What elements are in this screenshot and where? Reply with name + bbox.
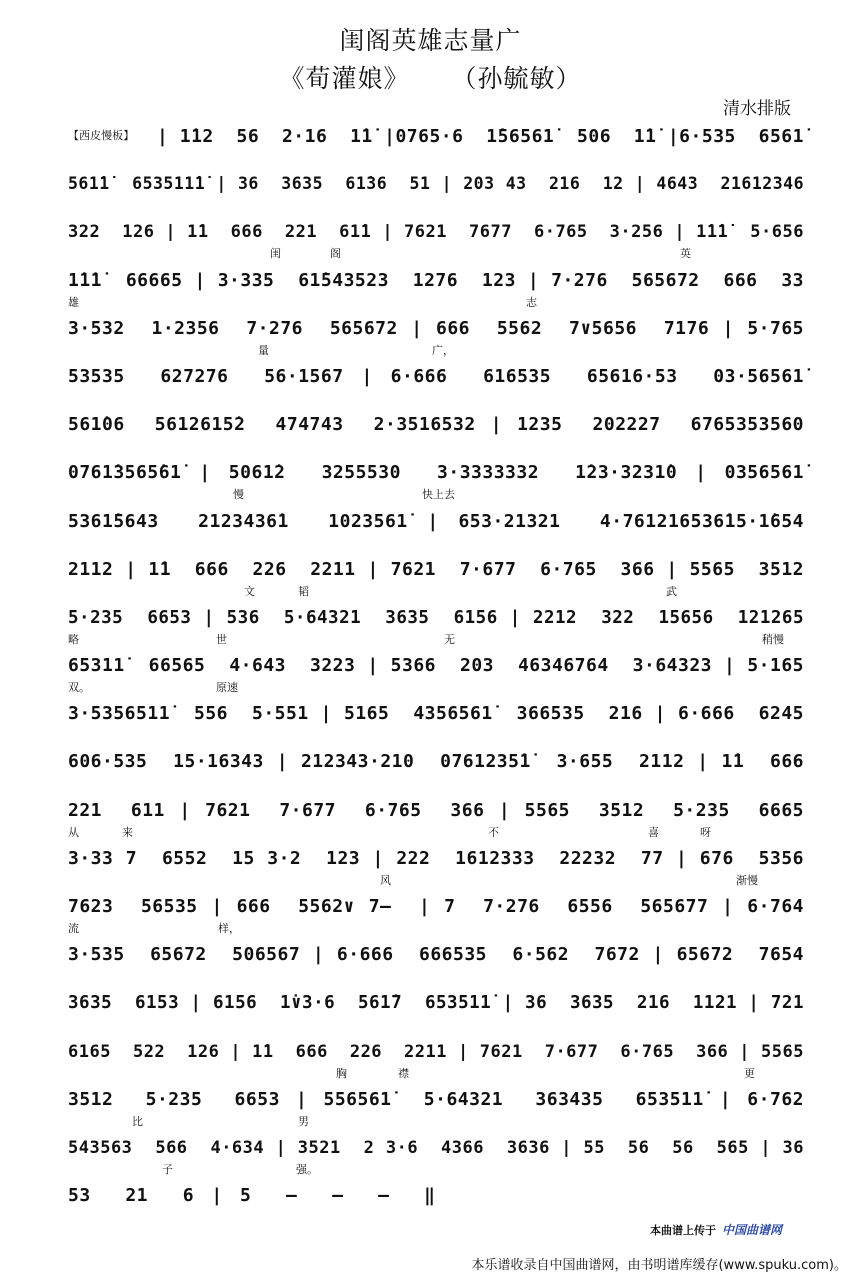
lyric-word: 量 — [258, 343, 269, 357]
score-subtitle — [0, 64, 861, 94]
score-line — [68, 453, 804, 501]
notation-text: 322 126 | 1̇1 666 221 61̇1 | 7621 7677 6·765 3·256 | 1̇1̇1̇ 5·656 — [68, 222, 804, 243]
notation-text: 606·535 15·16343 | 212343·210 0761235̇1̇ 3·655 2112 | 1̇1 666 — [68, 751, 804, 773]
site-logo[interactable]: 中国曲谱网 — [722, 1223, 783, 1237]
notation-text: 1̇1̇1̇ 66665 | 3·335 61̇543523 1276 123 | 7·276 565672 666 33 — [68, 269, 804, 291]
score-line — [68, 935, 804, 983]
score-line — [68, 550, 804, 598]
lyric-word: 双。 — [68, 681, 90, 695]
score-line — [68, 1080, 804, 1128]
lyric-word: 世 — [216, 632, 227, 646]
score-line — [68, 212, 804, 260]
lyric-word: 雄 — [68, 295, 79, 309]
notation-row — [68, 1090, 804, 1110]
notation-row — [68, 415, 804, 435]
notation-text: 3·5356511̇ 556 5·551 | 5165 4356561̇ 366535 216 | 6·666 6245 — [68, 703, 804, 725]
notation-row — [68, 319, 804, 339]
arranger-credit: 清水排版 — [723, 99, 791, 119]
notation-text: 65311̇ 66565 4·643 3223 | 5366 203 46346764 3·64323 | 5·165 — [68, 655, 804, 677]
lyric-word: 文 — [244, 584, 255, 598]
upload-text: 本曲谱上传于 — [650, 1224, 716, 1237]
notation-row — [68, 1186, 435, 1206]
notation-row — [68, 656, 804, 676]
notation-row — [68, 367, 804, 387]
notation-text: 6165 522 126 | 1̇1 666 226 2211 | 7621 7·677 6·765 366 | 5565 — [68, 1041, 804, 1062]
score-line — [68, 983, 804, 1031]
score-line — [68, 646, 804, 694]
score-line — [68, 357, 804, 405]
lyric-word: 胸 — [336, 1066, 347, 1080]
notation-text: 0761̇3565̇61̇ | 5061̇2 3255530 3·3333332 1̇23·3231̇0 | 0356561̇ — [68, 462, 804, 484]
lyric-word: 闺 — [270, 247, 281, 261]
lyric-word: 阁 — [330, 247, 341, 261]
notation-row — [68, 222, 804, 242]
lyric-word: 渐慢 — [736, 873, 758, 887]
jianpu-score — [68, 116, 804, 1224]
opera-name: 《荀灌娘》 — [279, 64, 410, 93]
notation-text: 7623 56535 | 666 5562∨ 7— | 7 7·276 6556 565677 | 6·764 — [68, 896, 804, 917]
notation-text: 3635 6153 | 6156 1̇∨3·6 561̇7 653511̇ | 36 3635 216 1121 | 721 — [68, 993, 804, 1014]
notation-text: 561̇1̇ 653511̇1̇ | 36 3635 61̇36 51 | 203 43 216 12 | 4643 21612346 — [68, 174, 804, 194]
score-line — [68, 839, 804, 887]
lyric-word: 武 — [666, 584, 677, 598]
score-line — [68, 1128, 804, 1176]
lyric-word: 从 — [68, 825, 79, 839]
score-line — [68, 502, 804, 550]
score-line — [68, 405, 804, 453]
lyric-word: 风 — [380, 873, 391, 887]
lyric-word: 慢 — [233, 488, 244, 502]
lyric-word: 来 — [122, 825, 133, 839]
lyric-word: 广， — [432, 343, 454, 357]
notation-row — [68, 897, 804, 917]
notation-row — [68, 512, 804, 532]
lyric-word: 无 — [444, 632, 455, 646]
notation-row — [68, 271, 804, 291]
notation-text: 53535 627276 56·1567 | 6·666 616535 65616·53 03·56561̇ — [68, 365, 804, 387]
lyric-word: 志 — [526, 295, 537, 309]
notation-row — [68, 463, 804, 483]
notation-row — [68, 1138, 804, 1158]
lyric-word: 不 — [488, 825, 499, 839]
upload-note — [650, 1221, 782, 1238]
notation-text: 221 611 | 7621 7·677 6·765 366 | 5565 3512 5·235 6665 — [68, 799, 804, 821]
notation-row — [68, 752, 804, 772]
notation-text: 3·33 7 6552 15 3·2 123 | 222 1612333 22232 77 | 676 5356 — [68, 847, 804, 869]
notation-text: 5·235 6653 | 536 5·64321 3635 6156 | 2212 322 15656 121265 — [68, 607, 804, 628]
notation-row — [68, 704, 804, 724]
notation-text: 5361̇5643 2123436̇1 1023561̇ | 653·21321 4·761216536̇15·1̇654 — [68, 510, 804, 532]
notation-row — [68, 945, 804, 965]
performer-name: （孙毓敏） — [451, 64, 582, 93]
notation-row — [68, 993, 804, 1013]
notation-row — [68, 126, 804, 147]
notation-text: 3512 5·235 6653 | 556561̇ 5·64321 363435 653511̇ | 6·762 — [68, 1088, 804, 1110]
notation-row — [68, 1042, 804, 1062]
notation-row — [68, 608, 804, 628]
score-line — [68, 1176, 804, 1224]
notation-text: 53 21 6 | 5 — — — ‖ — [68, 1185, 436, 1207]
lyric-word: 子 — [162, 1162, 173, 1176]
notation-text: 3·532 1·2356 7·276 565672 | 666 5562 7∨5656 7176 | 5·765 — [68, 317, 804, 339]
lyric-word: 男 — [298, 1114, 309, 1128]
lyric-word: 流 — [68, 922, 79, 935]
title-block — [0, 26, 861, 94]
score-line — [68, 887, 804, 935]
notation-text: 561̇06 5612615̇2 474743 2·3516532 | 1235 202227 6765353560 — [68, 414, 804, 436]
score-line — [68, 694, 804, 742]
lyric-word: 原速 — [216, 681, 238, 695]
lyric-word: 稍慢 — [762, 632, 784, 646]
lyric-word: 呀 — [700, 825, 711, 839]
lyric-word: 快上去 — [422, 488, 455, 502]
score-line — [68, 116, 804, 164]
notation-text: 543563 566 4·634 | 3521 2 3·6 4366 3636 | 55 56 56 565 | 36 — [68, 1137, 804, 1158]
footer-source-note: 本乐谱收录自中国曲谱网，由书明谱库缓存(www.spuku.com)。 — [471, 1258, 847, 1273]
lyric-word: 韬 — [298, 584, 309, 598]
notation-row — [68, 849, 804, 869]
notation-row — [68, 174, 804, 194]
notation-row — [68, 801, 804, 821]
score-line — [68, 598, 804, 646]
notation-text: 3·535 65672 506567 | 6·666 666535 6·562 7672 | 65672 7654 — [68, 944, 804, 966]
score-line — [68, 164, 804, 212]
lyric-word: 样， — [218, 922, 240, 935]
lyric-word: 喜 — [648, 825, 659, 839]
tempo-tag: 【西皮慢板】 — [68, 129, 135, 142]
lyric-word: 比 — [132, 1114, 143, 1128]
score-line — [68, 1032, 804, 1080]
score-title: 闺阁英雄志量广 — [339, 26, 522, 55]
lyric-word: 更 — [744, 1066, 755, 1080]
lyric-word: 略 — [68, 632, 79, 646]
score-line — [68, 309, 804, 357]
lyric-word: 英 — [680, 247, 691, 261]
notation-text: 2112 | 1̇1 666 226 2211 | 7621 7·677 6·765 366 | 5565 3512 — [68, 558, 804, 580]
notation-row — [68, 560, 804, 580]
score-line — [68, 791, 804, 839]
notation-text: | 1̇12 56 2·16 1̇1̇ |0765·6 1̇56561̇ 506 1̇1̇ |6·535 6561̇ — [157, 126, 804, 147]
score-line — [68, 261, 804, 309]
lyric-word: 强。 — [296, 1162, 318, 1176]
lyric-word: 襟 — [398, 1066, 409, 1080]
score-line — [68, 742, 804, 790]
